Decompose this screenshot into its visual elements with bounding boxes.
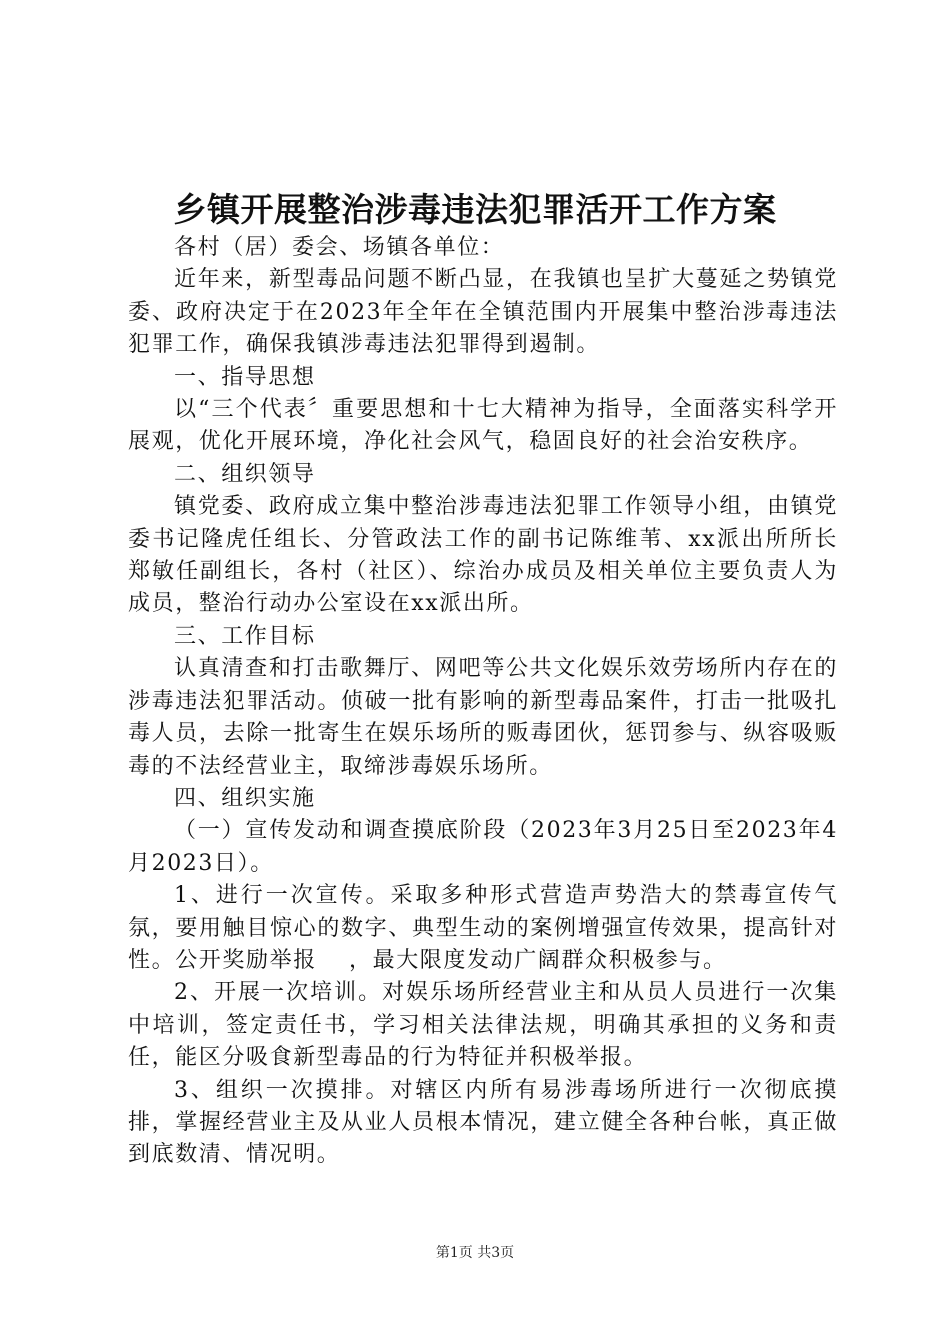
paragraph: 以“三个代表〞重要思想和十七大精神为指导，全面落实科学开展观，优化开展环境，净化社会风气，稳固良好的社会治安秩序。	[128, 397, 838, 455]
section-heading: 一、指导思想	[174, 364, 316, 390]
salutation: 各村（居）委会、场镇各单位：	[174, 235, 505, 260]
paragraph: 3、组织一次摸排。对辖区内所有易涉毒场所进行一次彻底摸排，掌握经营业主及从业人员根本情况，建立健全各种台帐，真正做到底数清、情况明。	[128, 1077, 838, 1168]
paragraph: 认真清查和打击歌舞厅、网吧等公共文化娱乐效劳场所内存在的涉毒违法犯罪活动。侦破一批有影响的新型毒品案件，打击一批吸扎毒人员，去除一批寄生在娱乐场所的贩毒团伙，惩罚参与、纵容吸贩毒的不法经营业主，取缔涉毒娱乐场所。	[128, 656, 838, 779]
subsection-heading: （一）宣传发动和调查摸底阶段（2023年3月25日至2023年4月2023日）。	[128, 818, 838, 876]
paragraph: 镇党委、政府成立集中整治涉毒违法犯罪工作领导小组，由镇党委书记隆虎任组长、分管政法工作的副书记陈维苇、xx派出所所长郑敏任副组长，各村（社区）、综治办成员及相关单位主要负责人为成员，整治行动办公室设在xx派出所。	[128, 494, 838, 617]
section-heading: 四、组织实施	[174, 785, 316, 811]
section-heading: 二、组织领导	[174, 461, 316, 487]
section-heading: 三、工作目标	[174, 623, 316, 649]
page-footer: 第1页 共3页	[435, 1245, 515, 1261]
document-title: 乡镇开展整治涉毒违法犯罪活开工作方案	[173, 190, 777, 229]
document-body	[128, 232, 838, 1172]
paragraph: 1、进行一次宣传。采取多种形式营造声势浩大的禁毒宣传气氛，要用触目惊心的数字、典型生动的案例增强宣传效果，提高针对性。公开奖励举报 ，最大限度发动广阔群众积极参与。	[128, 883, 838, 973]
paragraph: 近年来，新型毒品问题不断凸显，在我镇也呈扩大蔓延之势镇党委、政府决定于在2023年全年在全镇范围内开展集中整治涉毒违法犯罪工作，确保我镇涉毒违法犯罪得到遏制。	[128, 267, 838, 358]
paragraph: 2、开展一次培训。对娱乐场所经营业主和从员人员进行一次集中培训，签定责任书，学习相关法律法规，明确其承担的义务和责任，能区分吸食新型毒品的行为特征并积极举报。	[128, 980, 838, 1071]
